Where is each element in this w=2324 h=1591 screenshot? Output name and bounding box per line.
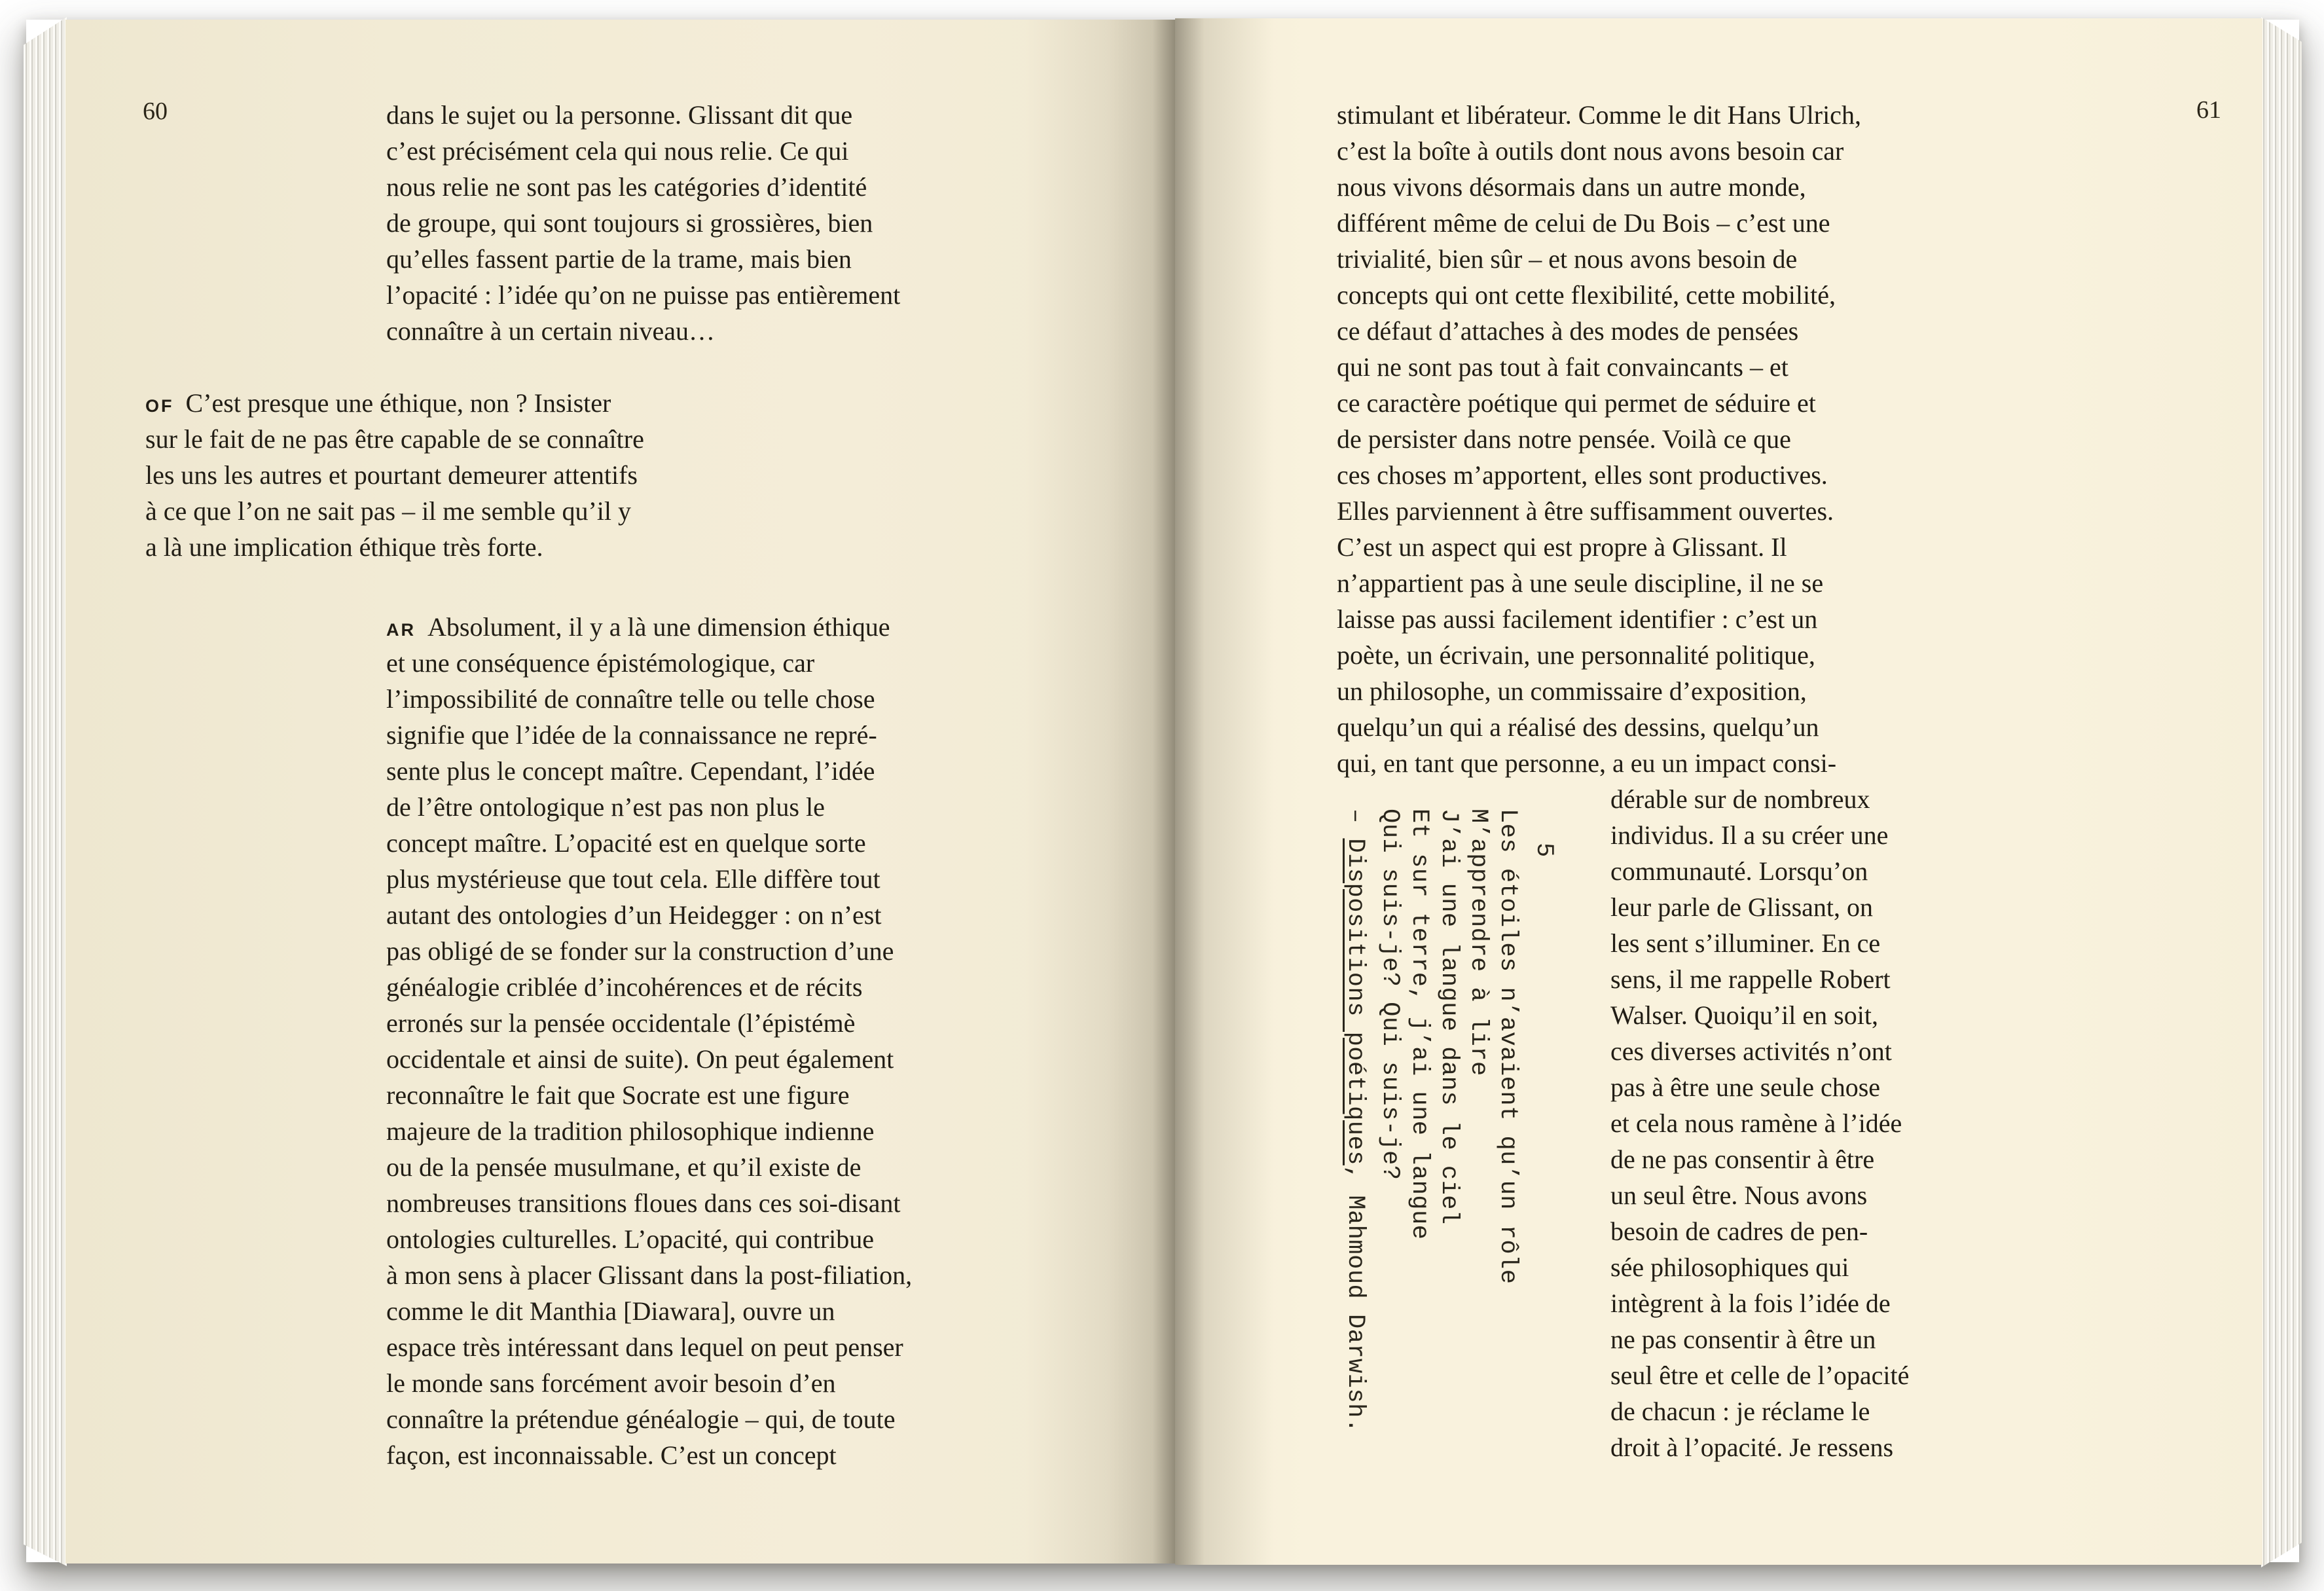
text-line: communauté. Lorsqu’on	[1610, 856, 1868, 886]
text-line: a là une implication éthique très forte.	[145, 532, 543, 562]
text-line: nombreuses transitions floues dans ces soi-disant	[386, 1188, 901, 1218]
text-line: stimulant et libérateur. Comme le dit Hans Ulrich,	[1337, 100, 1861, 130]
text-line: pas à être une seule chose	[1610, 1072, 1881, 1102]
text-line: pas obligé de se fonder sur la construction d’une	[386, 936, 894, 966]
text-line: de ne pas consentir à être	[1610, 1144, 1875, 1174]
text-line: autant des ontologies d’un Heidegger : on n’est	[386, 900, 882, 930]
text-line: besoin de cadres de pen-	[1610, 1216, 1868, 1246]
text-line: Elles parviennent à être suffisamment ouvertes.	[1337, 496, 1834, 526]
text-line: droit à l’opacité. Je ressens	[1610, 1433, 1894, 1462]
paragraph-of	[145, 385, 644, 565]
text-line: laisse pas aussi facilement identifier : c’est un	[1337, 604, 1818, 634]
text-line: de l’être ontologique n’est pas non plus le	[386, 792, 825, 822]
text-line: seul être et celle de l’opacité	[1610, 1361, 1910, 1390]
text-line: un seul être. Nous avons	[1610, 1180, 1868, 1210]
text-line: comme le dit Manthia [Diawara], ouvre un	[386, 1296, 835, 1326]
text-line: concept maître. L’opacité est en quelque sorte	[386, 828, 866, 858]
page-number-left: 60	[143, 98, 168, 125]
attribution-author: , Mahmoud Darwish.	[1341, 1165, 1369, 1433]
text-line: nous vivons désormais dans un autre monde,	[1337, 172, 1806, 202]
text-line: sente plus le concept maître. Cependant, l’idée	[386, 756, 875, 786]
left-page	[65, 20, 1175, 1564]
text-line: de chacun : je réclame le	[1610, 1397, 1870, 1426]
text-line-content: Absolument, il y a là une dimension éthique	[427, 612, 890, 642]
text-line: individus. Il a su créer une	[1610, 820, 1889, 850]
poem-line: Et sur terre, j’ai une langue	[1406, 809, 1433, 1240]
sidenote-rotated	[1322, 809, 1558, 1476]
text-line: sée philosophiques qui	[1610, 1253, 1849, 1282]
poem-line: Les étoiles n’avaient qu’un rôle	[1494, 809, 1521, 1285]
text-line: ou de la pensée musulmane, et qu’il existe de	[386, 1152, 862, 1182]
text-line: ontologies culturelles. L’opacité, qui contribue	[386, 1224, 874, 1254]
text-line: ce caractère poétique qui permet de séduire et	[1337, 388, 1816, 418]
page-edges-left	[24, 17, 67, 1566]
text-line: le monde sans forcément avoir besoin d’en	[386, 1368, 836, 1398]
text-line: trivialité, bien sûr – et nous avons besoin de	[1337, 244, 1798, 274]
text-line: à mon sens à placer Glissant dans la post-filiation,	[386, 1260, 913, 1290]
text-line: les sent s’illuminer. En ce	[1610, 928, 1881, 958]
text-line: connaître la prétendue généalogie – qui, de toute	[386, 1404, 896, 1434]
text-line: Walser. Quoiqu’il en soit,	[1610, 1000, 1878, 1030]
poem-line: J’ai une langue dans le ciel	[1435, 809, 1462, 1225]
text-line: sens, il me rappelle Robert	[1610, 964, 1891, 994]
text-line: et une conséquence épistémologique, car	[386, 648, 815, 678]
paragraph-continuation	[386, 97, 900, 349]
speaker-marker-of: OF	[145, 396, 174, 416]
text-line: de groupe, qui sont toujours si grossières, bien	[386, 208, 873, 238]
line-list	[1610, 781, 1909, 1465]
text-line-content: C’est presque une éthique, non ? Insister	[185, 388, 611, 418]
text-line: l’impossibilité de connaître telle ou telle chose	[386, 684, 875, 714]
text-line-content: dans le sujet ou la personne. Glissant dit que	[386, 100, 853, 130]
text-line: c’est la boîte à outils dont nous avons besoin car	[1337, 136, 1844, 166]
text-line: nous relie ne sont pas les catégories d’identité	[386, 172, 867, 202]
text-line: l’opacité : l’idée qu’on ne puisse pas entièrement	[386, 280, 901, 310]
poem-line-list	[1375, 809, 1522, 1476]
text-line: intègrent à la fois l’idée de	[1610, 1289, 1891, 1318]
text-line: majeure de la tradition philosophique indienne	[386, 1116, 875, 1146]
sidenote-number: 5	[1530, 843, 1557, 858]
text-line: concepts qui ont cette flexibilité, cette mobilité,	[1337, 280, 1836, 310]
text-line: connaître à un certain niveau…	[386, 316, 715, 346]
line-list	[145, 421, 644, 565]
speaker-marker-ar: AR	[386, 620, 416, 640]
gutter-shadow-left	[1025, 20, 1175, 1564]
page-number-right: 61	[2196, 96, 2221, 124]
text-line: c’est précisément cela qui nous relie. Ce qui	[386, 136, 849, 166]
text-line: poète, un écrivain, une personnalité politique,	[1337, 640, 1815, 670]
text-line: et cela nous ramène à l’idée	[1610, 1108, 1902, 1138]
line-list	[386, 645, 912, 1473]
text-line: quelqu’un qui a réalisé des dessins, quelqu’un	[1337, 712, 1819, 742]
text-line: espace très intéressant dans lequel on peut penser	[386, 1332, 903, 1362]
poem-line: M’apprendre à lire	[1464, 809, 1492, 1076]
text-line: ces diverses activités n’ont	[1610, 1036, 1892, 1066]
text-line: dérable sur de nombreux	[1610, 784, 1870, 814]
text-line: différent même de celui de Du Bois – c’est une	[1337, 208, 1830, 238]
text-line: un philosophe, un commissaire d’exposition,	[1337, 676, 1807, 706]
text-line: à ce que l’on ne sait pas – il me semble qu’il y	[145, 496, 632, 526]
text-line: reconnaître le fait que Socrate est une figure	[386, 1080, 850, 1110]
right-page	[1175, 18, 2262, 1565]
text-line: ce défaut d’attaches à des modes de pensées	[1337, 316, 1799, 346]
text-line: de persister dans notre pensée. Voilà ce que	[1337, 424, 1791, 454]
main-text-full-width	[1337, 97, 1861, 781]
text-line: C’est un aspect qui est propre à Glissant. Il	[1337, 532, 1787, 562]
work-title: Dispositions poétiques	[1341, 838, 1369, 1165]
text-line	[145, 385, 644, 421]
text-line: qui, en tant que personne, a eu un impact consi-	[1337, 748, 1837, 778]
text-line: sur le fait de ne pas être capable de se connaître	[145, 424, 644, 454]
main-text-narrow-column	[1610, 781, 1909, 1465]
text-line: qui ne sont pas tout à fait convaincants – et	[1337, 352, 1788, 382]
line-list	[1337, 97, 1861, 781]
sidenote-attribution	[1340, 809, 1370, 1476]
text-line: généalogie criblée d’incohérences et de récits	[386, 972, 863, 1002]
gutter-shadow-right	[1175, 18, 1273, 1565]
text-line: occidentale et ainsi de suite). On peut également	[386, 1044, 894, 1074]
text-line: signifie que l’idée de la connaissance ne repré-	[386, 720, 877, 750]
text-line: n’appartient pas à une seule discipline, il ne se	[1337, 568, 1824, 598]
text-line: erronés sur la pensée occidentale (l’épistémè	[386, 1008, 856, 1038]
page-edges-right	[2261, 17, 2302, 1567]
text-line: façon, est inconnaissable. C’est un concept	[386, 1440, 837, 1470]
paragraph-ar	[386, 609, 912, 1473]
attribution-dash: –	[1341, 809, 1369, 839]
text-line	[386, 97, 900, 133]
text-line: ces choses m’apportent, elles sont productives.	[1337, 460, 1828, 490]
line-list	[386, 133, 900, 349]
text-line: qu’elles fassent partie de la trame, mais bien	[386, 244, 852, 274]
poem-line: Qui suis-je? Qui suis-je?	[1376, 809, 1404, 1180]
text-line: les uns les autres et pourtant demeurer attentifs	[145, 460, 638, 490]
text-line: ne pas consentir à être un	[1610, 1325, 1876, 1354]
text-line: plus mystérieuse que tout cela. Elle diffère tout	[386, 864, 881, 894]
text-line	[386, 609, 912, 645]
text-line: leur parle de Glissant, on	[1610, 892, 1873, 922]
